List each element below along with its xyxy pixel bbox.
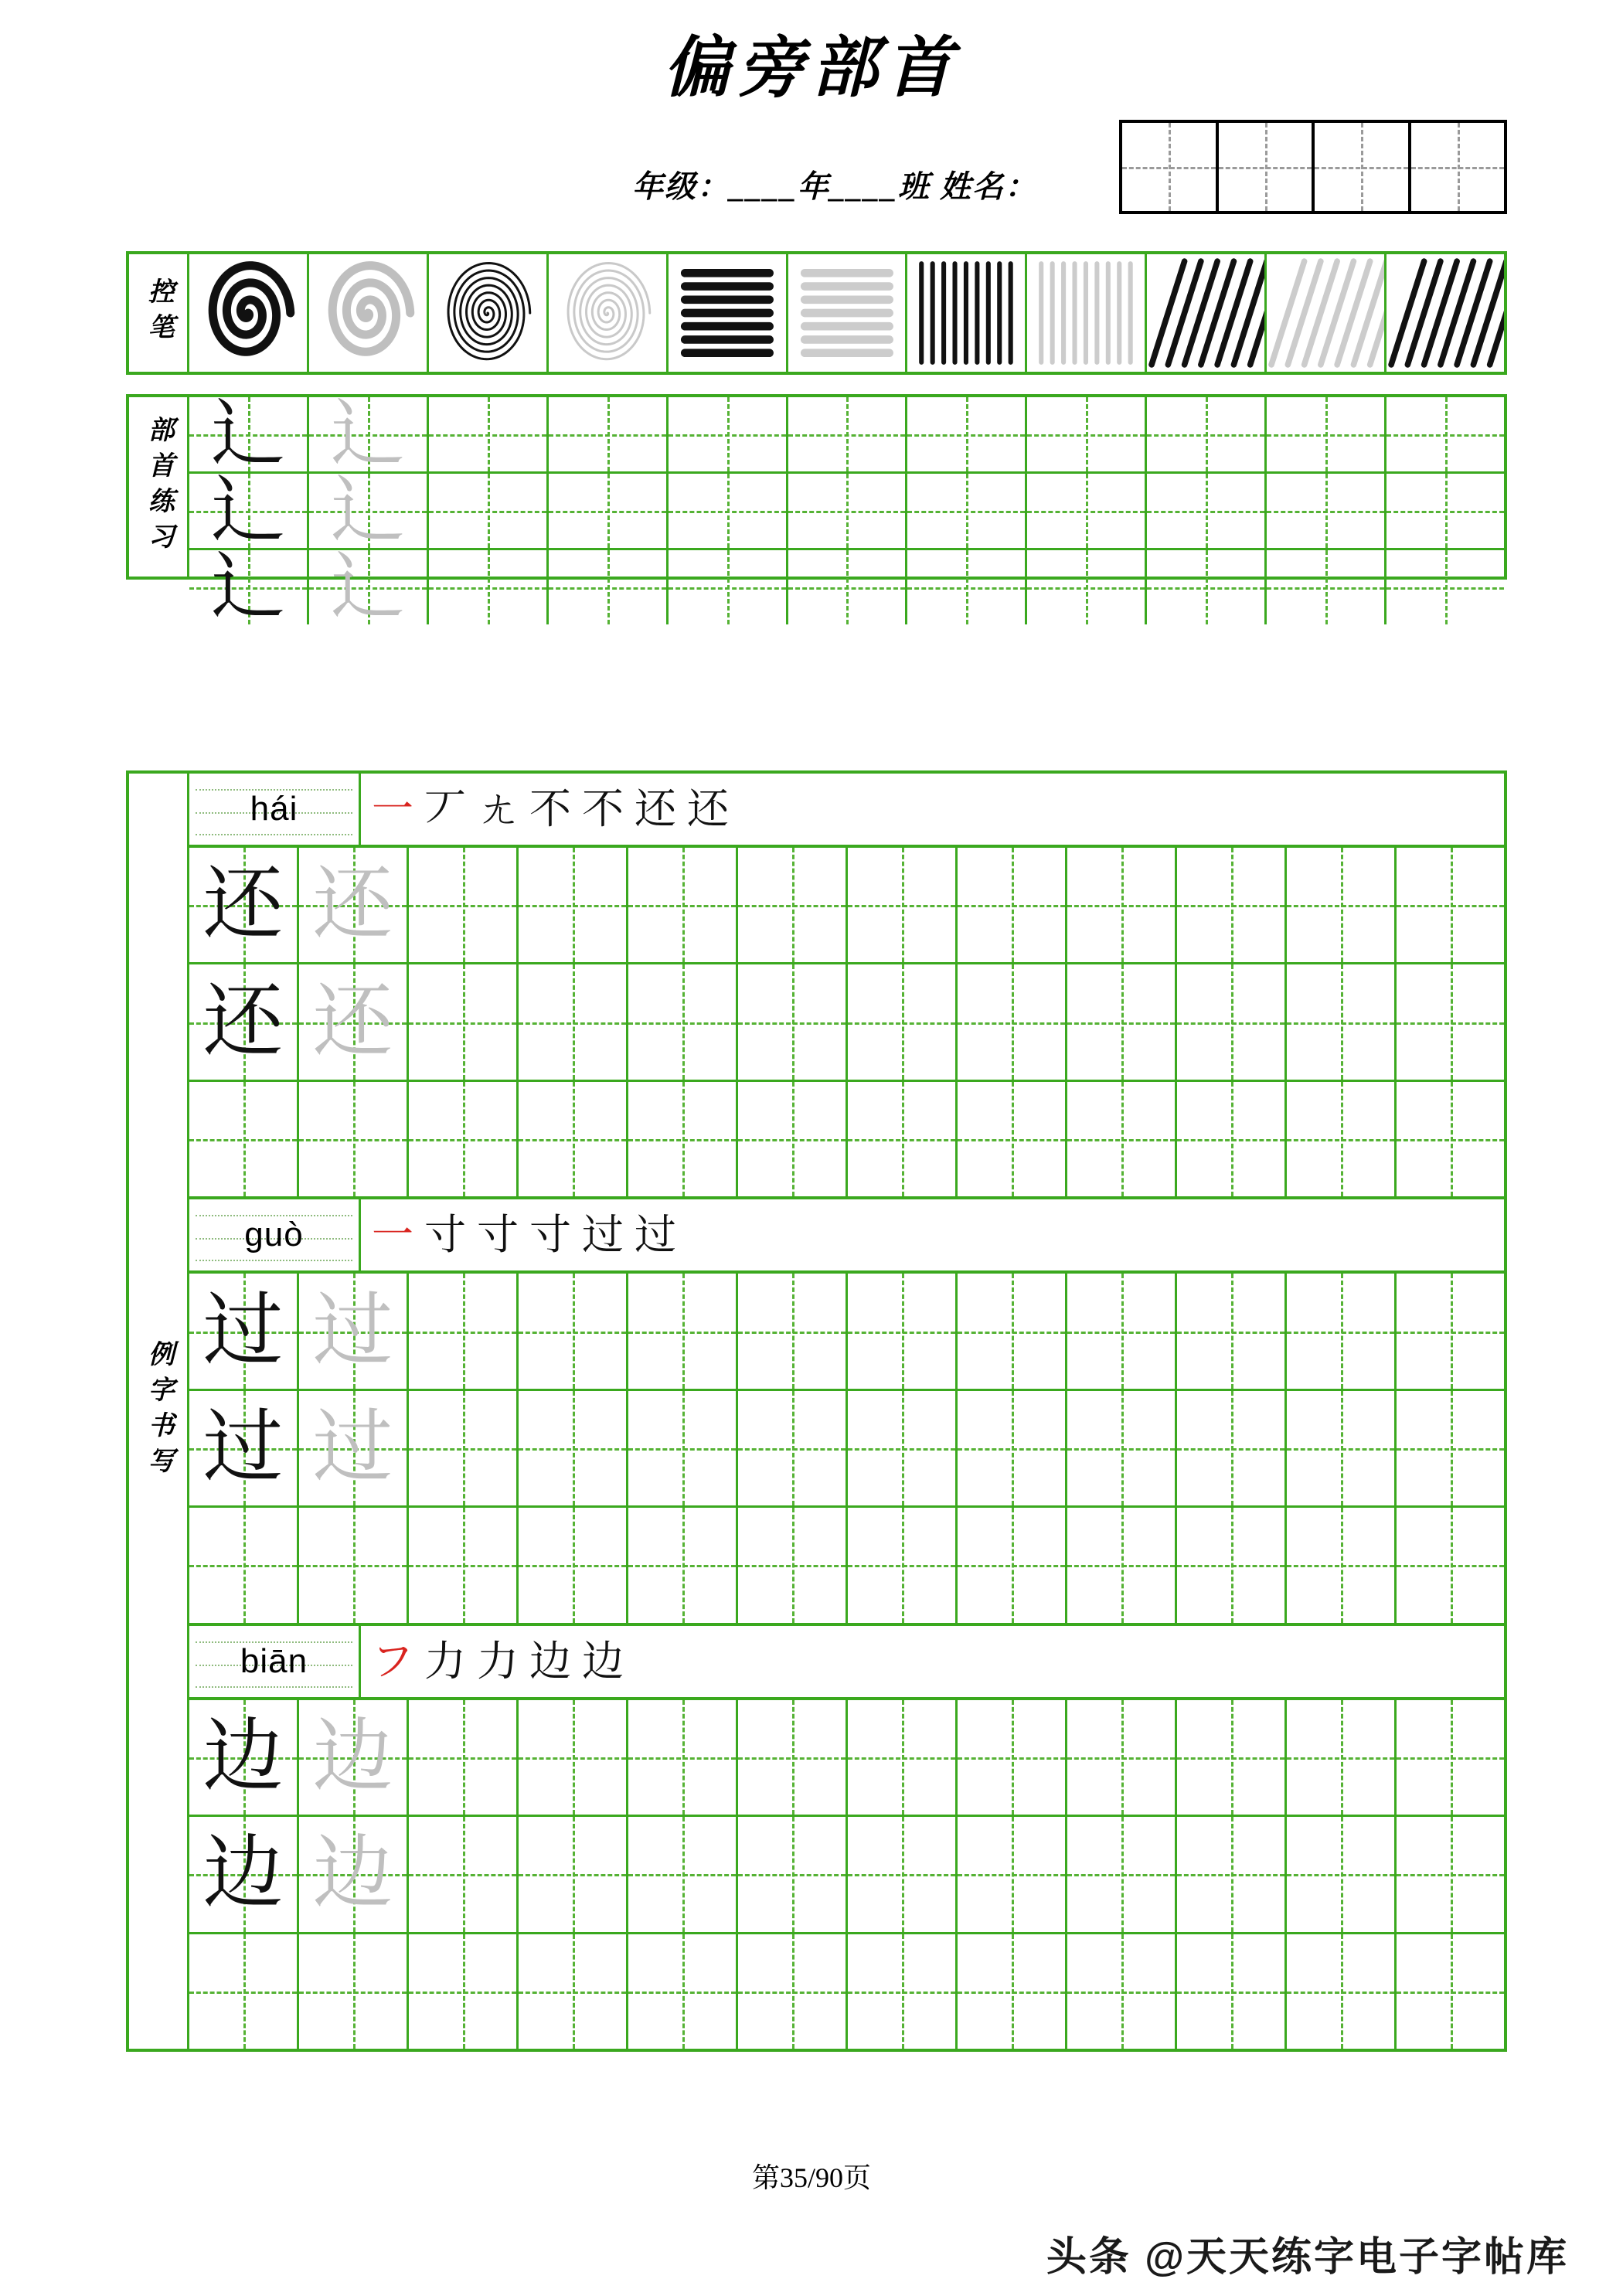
empty-practice-cell[interactable] <box>1177 848 1287 962</box>
practice-row <box>189 393 1504 475</box>
pen-control-cells <box>189 254 1504 372</box>
empty-practice-cell[interactable] <box>519 1391 628 1505</box>
empty-practice-cell[interactable] <box>549 550 669 624</box>
practice-row <box>189 1274 1504 1390</box>
empty-practice-cell[interactable] <box>848 1817 958 1931</box>
pinyin-cell <box>189 1199 361 1270</box>
empty-practice-cell[interactable] <box>738 1700 848 1815</box>
stroke-step: ㄤ <box>477 786 519 832</box>
spiral-thick-black <box>189 254 307 372</box>
model-character-cell[interactable] <box>189 848 299 962</box>
empty-practice-cell[interactable] <box>409 1274 519 1388</box>
empty-practice-cell[interactable] <box>1027 397 1147 471</box>
model-character-cell[interactable] <box>189 393 309 475</box>
empty-practice-cell[interactable] <box>1147 397 1267 471</box>
stroke-order-sequence <box>361 774 1504 845</box>
empty-practice-cell[interactable] <box>409 848 519 962</box>
example-writing-label-text: 例字书写 <box>144 1340 173 1482</box>
example-group <box>189 1626 1504 2049</box>
spiral-thick-gray-cell[interactable] <box>309 254 429 372</box>
model-character-cell[interactable] <box>189 1817 299 1931</box>
model-character: 还 <box>202 860 284 950</box>
empty-practice-cell[interactable] <box>299 1508 409 1622</box>
radical-practice-grid <box>189 393 1504 628</box>
empty-practice-cell[interactable] <box>1287 964 1397 1079</box>
empty-practice-cell[interactable] <box>1027 550 1147 624</box>
empty-practice-cell[interactable] <box>738 964 848 1079</box>
model-character-cell[interactable] <box>189 1391 299 1505</box>
empty-practice-cell[interactable] <box>1177 1934 1287 2049</box>
empty-practice-cell[interactable] <box>1067 848 1177 962</box>
character-writing-rows <box>189 1274 1504 1622</box>
practice-row <box>189 469 1504 552</box>
empty-practice-cell[interactable] <box>628 1391 738 1505</box>
model-character-cell[interactable] <box>189 1274 299 1388</box>
radical-practice-label-text: 部首练习 <box>144 416 173 558</box>
empty-practice-cell[interactable] <box>958 964 1067 1079</box>
practice-row <box>189 1934 1504 2049</box>
model-character: 过 <box>202 1403 284 1492</box>
model-character: 辶 <box>210 393 285 475</box>
empty-practice-cell[interactable] <box>1387 474 1504 548</box>
stroke-step: 还 <box>635 786 676 832</box>
empty-practice-cell[interactable] <box>429 474 549 548</box>
empty-practice-cell[interactable] <box>1267 397 1387 471</box>
empty-practice-cell[interactable] <box>1067 1817 1177 1931</box>
empty-practice-cell[interactable] <box>519 848 628 962</box>
page-number: 第35/90页 <box>751 2162 871 2193</box>
empty-practice-cell[interactable] <box>1177 1700 1287 1815</box>
empty-practice-cell[interactable] <box>1397 1700 1504 1815</box>
empty-practice-cell[interactable] <box>1147 474 1267 548</box>
practice-row <box>189 1391 1504 1508</box>
vertical-lines-gray-cell[interactable] <box>1027 254 1147 372</box>
empty-practice-cell[interactable] <box>1287 1817 1397 1931</box>
trace-character: 辶 <box>330 393 405 475</box>
empty-practice-cell[interactable] <box>1397 1508 1504 1622</box>
stroke-step: 力 <box>424 1638 466 1685</box>
stroke-step: 力 <box>477 1638 519 1685</box>
stroke-step: 边 <box>582 1638 624 1685</box>
practice-row <box>189 546 1504 628</box>
example-writing-section <box>126 770 1507 2052</box>
spiral-thin-black <box>429 254 546 372</box>
spiral-thick-black-cell[interactable] <box>189 254 309 372</box>
trace-character-cell[interactable] <box>299 1274 409 1388</box>
stroke-order-sequence <box>361 1626 1504 1697</box>
empty-practice-cell[interactable] <box>1067 1082 1177 1196</box>
empty-practice-cell[interactable] <box>958 1391 1067 1505</box>
pinyin-text: biān <box>240 1641 308 1680</box>
empty-practice-cell[interactable] <box>848 1700 958 1815</box>
empty-practice-cell[interactable] <box>299 1934 409 2049</box>
empty-practice-cell[interactable] <box>519 1817 628 1931</box>
practice-row <box>189 848 1504 964</box>
vertical-lines-gray <box>1027 254 1145 372</box>
stroke-step: 寸 <box>529 1212 571 1259</box>
empty-practice-cell[interactable] <box>738 848 848 962</box>
empty-practice-cell[interactable] <box>1067 1391 1177 1505</box>
horizontal-lines-black-cell[interactable] <box>669 254 788 372</box>
empty-practice-cell[interactable] <box>519 1274 628 1388</box>
empty-practice-cell[interactable] <box>958 1274 1067 1388</box>
empty-practice-cell[interactable] <box>1177 1817 1287 1931</box>
empty-practice-cell[interactable] <box>628 1934 738 2049</box>
character-writing-rows <box>189 1700 1504 2049</box>
stroke-step: 不 <box>529 786 571 832</box>
stroke-order-row <box>189 1626 1504 1700</box>
empty-practice-cell[interactable] <box>738 1934 848 2049</box>
trace-character: 过 <box>312 1403 393 1492</box>
empty-practice-cell[interactable] <box>189 1934 299 2049</box>
empty-practice-cell[interactable] <box>1177 1391 1287 1505</box>
page-title: 偏旁部首 <box>663 31 960 105</box>
empty-practice-cell[interactable] <box>519 1508 628 1622</box>
empty-practice-cell[interactable] <box>409 1700 519 1815</box>
empty-practice-cell[interactable] <box>1177 964 1287 1079</box>
pinyin-text: hái <box>250 790 298 828</box>
stroke-step: 过 <box>582 1212 624 1259</box>
pen-control-label <box>129 254 189 372</box>
horizontal-lines-black <box>669 254 786 372</box>
stroke-step: 边 <box>529 1638 571 1685</box>
empty-practice-cell[interactable] <box>1287 848 1397 962</box>
empty-practice-cell[interactable] <box>1287 1934 1397 2049</box>
model-character: 辶 <box>210 469 285 552</box>
practice-row <box>189 964 1504 1081</box>
student-info-line: 年级：____年____班 姓名： <box>632 169 1037 204</box>
practice-row <box>189 1700 1504 1817</box>
stroke-step: フ <box>372 1638 413 1685</box>
empty-practice-cell[interactable] <box>738 1817 848 1931</box>
trace-character-cell[interactable] <box>309 546 429 628</box>
empty-practice-cell[interactable] <box>1287 1391 1397 1505</box>
empty-practice-cell[interactable] <box>848 848 958 962</box>
trace-character-cell[interactable] <box>299 1700 409 1815</box>
character-writing-rows <box>189 848 1504 1196</box>
empty-practice-cell[interactable] <box>1397 1817 1504 1931</box>
empty-practice-cell[interactable] <box>788 474 908 548</box>
stroke-step: 一 <box>372 1212 413 1259</box>
empty-practice-cell[interactable] <box>1067 1934 1177 2049</box>
empty-practice-cell[interactable] <box>788 397 908 471</box>
empty-practice-cell[interactable] <box>958 848 1067 962</box>
empty-practice-cell[interactable] <box>299 1082 409 1196</box>
stroke-order-row <box>189 1199 1504 1274</box>
empty-practice-cell[interactable] <box>1397 848 1504 962</box>
example-group <box>189 1199 1504 1625</box>
empty-practice-cell[interactable] <box>738 1082 848 1196</box>
trace-character-cell[interactable] <box>299 964 409 1079</box>
stroke-step: 一 <box>372 786 413 832</box>
empty-practice-cell[interactable] <box>958 1082 1067 1196</box>
empty-practice-cell[interactable] <box>1027 474 1147 548</box>
diagonal-lines-gray-cell[interactable] <box>1267 254 1387 372</box>
empty-practice-cell[interactable] <box>1067 1508 1177 1622</box>
empty-practice-cell[interactable] <box>1397 964 1504 1079</box>
trace-character: 还 <box>312 977 393 1066</box>
empty-practice-cell[interactable] <box>1177 1508 1287 1622</box>
empty-practice-cell[interactable] <box>1397 1391 1504 1505</box>
pinyin-cell <box>189 1626 361 1697</box>
empty-practice-cell[interactable] <box>409 964 519 1079</box>
empty-practice-cell[interactable] <box>628 1082 738 1196</box>
spiral-thick-gray <box>309 254 427 372</box>
empty-practice-cell[interactable] <box>409 1508 519 1622</box>
empty-practice-cell[interactable] <box>1147 550 1267 624</box>
empty-practice-cell[interactable] <box>958 1700 1067 1815</box>
empty-practice-cell[interactable] <box>409 1082 519 1196</box>
empty-practice-cell[interactable] <box>549 474 669 548</box>
empty-practice-cell[interactable] <box>1397 1934 1504 2049</box>
empty-practice-cell[interactable] <box>429 550 549 624</box>
empty-practice-cell[interactable] <box>958 1817 1067 1931</box>
practice-row <box>189 1508 1504 1622</box>
spiral-thin-gray <box>549 254 666 372</box>
empty-practice-cell[interactable] <box>1267 474 1387 548</box>
stroke-step: 丆 <box>424 786 466 832</box>
trace-character: 辶 <box>330 469 405 552</box>
empty-practice-cell[interactable] <box>519 964 628 1079</box>
diagonal-lines-gray <box>1267 254 1384 372</box>
empty-practice-cell[interactable] <box>848 1082 958 1196</box>
stroke-order-sequence <box>361 1199 1504 1270</box>
practice-row <box>189 1817 1504 1934</box>
spiral-thin-black-cell[interactable] <box>429 254 549 372</box>
empty-practice-cell[interactable] <box>848 1274 958 1388</box>
model-character: 还 <box>202 977 284 1066</box>
stroke-step: 寸 <box>477 1212 519 1259</box>
model-character-cell[interactable] <box>189 1700 299 1815</box>
empty-practice-cell[interactable] <box>628 1508 738 1622</box>
empty-practice-cell[interactable] <box>519 1934 628 2049</box>
stroke-step: 过 <box>635 1212 676 1259</box>
example-writing-body <box>189 774 1504 2049</box>
trace-character-cell[interactable] <box>309 393 429 475</box>
empty-practice-cell[interactable] <box>628 964 738 1079</box>
empty-practice-cell[interactable] <box>519 1700 628 1815</box>
practice-row <box>189 1082 1504 1196</box>
empty-practice-cell[interactable] <box>848 1934 958 2049</box>
model-character: 过 <box>202 1286 284 1376</box>
trace-character: 过 <box>312 1286 393 1376</box>
empty-practice-cell[interactable] <box>738 1274 848 1388</box>
horizontal-lines-gray-cell[interactable] <box>788 254 908 372</box>
empty-practice-cell[interactable] <box>1067 1700 1177 1815</box>
empty-practice-cell[interactable] <box>1397 1082 1504 1196</box>
empty-practice-cell[interactable] <box>628 848 738 962</box>
vertical-lines-black-cell[interactable] <box>907 254 1027 372</box>
horizontal-lines-gray <box>788 254 906 372</box>
example-group <box>189 774 1504 1199</box>
diagonal-lines-black-2 <box>1387 254 1504 372</box>
radical-practice-label <box>129 397 189 577</box>
empty-practice-cell[interactable] <box>628 1700 738 1815</box>
empty-practice-cell[interactable] <box>429 397 549 471</box>
pinyin-cell <box>189 774 361 845</box>
empty-practice-cell[interactable] <box>628 1274 738 1388</box>
empty-practice-cell[interactable] <box>409 1391 519 1505</box>
trace-character-cell[interactable] <box>299 848 409 962</box>
empty-practice-cell[interactable] <box>1287 1700 1397 1815</box>
trace-character: 辶 <box>330 546 405 628</box>
model-character: 边 <box>202 1712 284 1801</box>
stroke-step: 不 <box>582 786 624 832</box>
empty-practice-cell[interactable] <box>848 1391 958 1505</box>
name-grid-cell[interactable] <box>1315 123 1411 211</box>
trace-character: 边 <box>312 1712 393 1801</box>
empty-practice-cell[interactable] <box>628 1817 738 1931</box>
trace-character-cell[interactable] <box>299 1817 409 1931</box>
empty-practice-cell[interactable] <box>1267 550 1387 624</box>
empty-practice-cell[interactable] <box>1397 1274 1504 1388</box>
model-character-cell[interactable] <box>189 964 299 1079</box>
empty-practice-cell[interactable] <box>409 1817 519 1931</box>
model-character: 辶 <box>210 546 285 628</box>
empty-practice-cell[interactable] <box>669 550 788 624</box>
empty-practice-cell[interactable] <box>907 397 1027 471</box>
empty-practice-cell[interactable] <box>1287 1082 1397 1196</box>
trace-character: 边 <box>312 1829 393 1919</box>
empty-practice-cell[interactable] <box>669 397 788 471</box>
watermark: 头条 @天天练字电子字帖库 <box>1046 2235 1569 2280</box>
empty-practice-cell[interactable] <box>1387 550 1504 624</box>
empty-practice-cell[interactable] <box>409 1934 519 2049</box>
trace-character-cell[interactable] <box>299 1391 409 1505</box>
spiral-thin-gray-cell[interactable] <box>549 254 669 372</box>
empty-practice-cell[interactable] <box>907 550 1027 624</box>
empty-practice-cell[interactable] <box>669 474 788 548</box>
name-grid-cell[interactable] <box>1122 123 1219 211</box>
example-writing-label <box>129 774 189 2049</box>
stroke-order-row <box>189 774 1504 848</box>
diagonal-lines-black-cell[interactable] <box>1147 254 1267 372</box>
vertical-lines-black <box>907 254 1025 372</box>
model-character-cell[interactable] <box>189 469 309 552</box>
empty-practice-cell[interactable] <box>907 474 1027 548</box>
empty-practice-cell[interactable] <box>1387 397 1504 471</box>
radical-practice-section <box>126 393 1507 628</box>
empty-practice-cell[interactable] <box>1067 1274 1177 1388</box>
model-character-cell[interactable] <box>189 546 309 628</box>
empty-practice-cell[interactable] <box>848 964 958 1079</box>
empty-practice-cell[interactable] <box>1287 1274 1397 1388</box>
empty-practice-cell[interactable] <box>1177 1274 1287 1388</box>
model-character: 边 <box>202 1829 284 1919</box>
empty-practice-cell[interactable] <box>738 1391 848 1505</box>
diagonal-lines-black <box>1147 254 1264 372</box>
empty-practice-cell[interactable] <box>549 397 669 471</box>
empty-practice-cell[interactable] <box>1177 1082 1287 1196</box>
empty-practice-cell[interactable] <box>788 550 908 624</box>
name-grid <box>1119 120 1507 214</box>
pen-control-label-text: 控笔 <box>144 277 173 349</box>
empty-practice-cell[interactable] <box>519 1082 628 1196</box>
pinyin-text: guò <box>244 1216 304 1254</box>
empty-practice-cell[interactable] <box>848 1508 958 1622</box>
pen-control-section <box>126 251 1507 375</box>
empty-practice-cell[interactable] <box>738 1508 848 1622</box>
empty-practice-cell[interactable] <box>1287 1508 1397 1622</box>
trace-character: 还 <box>312 860 393 950</box>
stroke-step: 寸 <box>424 1212 466 1259</box>
name-grid-cell[interactable] <box>1219 123 1315 211</box>
stroke-step: 还 <box>687 786 729 832</box>
diagonal-lines-black-2-cell[interactable] <box>1387 254 1504 372</box>
empty-practice-cell[interactable] <box>958 1934 1067 2049</box>
empty-practice-cell[interactable] <box>958 1508 1067 1622</box>
empty-practice-cell[interactable] <box>1067 964 1177 1079</box>
name-grid-cell[interactable] <box>1411 123 1505 211</box>
trace-character-cell[interactable] <box>309 469 429 552</box>
empty-practice-cell[interactable] <box>189 1508 299 1622</box>
empty-practice-cell[interactable] <box>189 1082 299 1196</box>
